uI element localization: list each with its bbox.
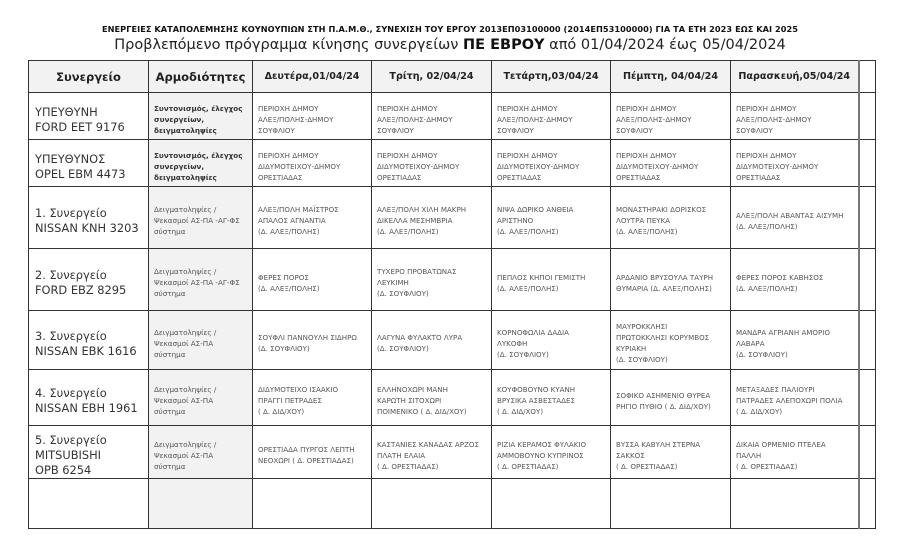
day-cell-friday <box>731 187 859 249</box>
day-cell-wednesday <box>492 187 611 249</box>
crew-cell <box>29 249 149 311</box>
day-cell-monday <box>253 249 372 311</box>
cell-line: Ψεκασμοί ΑΣ-ΠΑ -ΑΓ-ΦΣ <box>154 216 240 225</box>
cell-line: ΠΕΡΙΟΧΗ ΔΗΜΟΥ <box>736 103 797 113</box>
cell-line: ΑΛΕΞ/ΠΟΛΗ ΑΒΑΝΤΑΣ ΑΙΣΥΜΗ <box>736 210 844 220</box>
cell-line: ΚΑΡΩΤΗ ΣΙΤΟΧΩΡΙ <box>377 396 442 405</box>
day-cell-wednesday <box>492 249 611 311</box>
cell-line: ΤΥΧΕΡΟ ΠΡΟΒΑΤΩΝΑΣ <box>377 267 457 276</box>
day-cell-friday <box>731 93 859 140</box>
table-row <box>29 311 876 370</box>
day-cell-wednesday <box>492 370 611 426</box>
table-row <box>29 140 876 187</box>
schedule-table <box>28 60 876 529</box>
cell-line: ΠΕΡΙΟΧΗ ΔΗΜΟΥ <box>736 150 797 160</box>
cell-line: ΔΙΔΥΜΟΤΕΙΧΟΥ-ΔΗΜΟΥ <box>736 161 819 171</box>
day-cell-monday <box>253 426 372 479</box>
subtitle-date-range: από 01/04/2024 έως 05/04/2024 <box>544 37 786 53</box>
day-cell-thursday <box>611 140 731 187</box>
crew-cell <box>29 311 149 370</box>
cell-line: (Δ. ΑΛΕΞ/ΠΟΛΗΣ) <box>736 221 798 231</box>
empty-cell <box>859 93 876 140</box>
cell-line: (Δ. ΣΟΥΦΛΙΟΥ) <box>258 344 310 353</box>
day-cell-friday <box>731 426 859 479</box>
crew-cell <box>29 479 149 529</box>
day-cell-thursday <box>611 370 731 426</box>
cell-line: OPB 6254 <box>35 463 92 477</box>
cell-line: ΠΕΡΙΟΧΗ ΔΗΜΟΥ <box>616 103 677 113</box>
cell-line: ( Δ. ΔΙΔ/ΧΟΥ) <box>258 407 305 416</box>
cell-line: ΔΙΔΥΜΟΤΕΙΧΟΥ-ΔΗΜΟΥ <box>616 161 699 171</box>
day-cell-tuesday <box>372 140 492 187</box>
cell-line: MITSUBISHI <box>35 448 102 462</box>
day-cell-wednesday <box>492 479 611 529</box>
cell-line: (Δ. ΣΟΥΦΛΙΟΥ) <box>497 349 549 359</box>
cell-line: ΑΛΕΞ/ΠΟΛΗ ΜΑΪΣΤΡΟΣ <box>258 205 339 214</box>
cell-line: ΑΛΕΞ/ΠΟΛΗΣ-ΔΗΜΟΥ <box>258 114 334 124</box>
cell-line: ΣΟΥΦΛΙΟΥ <box>616 125 653 135</box>
cell-line: (Δ. ΣΟΥΦΛΙΟΥ) <box>377 344 429 353</box>
cell-line: Δειγματοληψίες / <box>154 267 217 276</box>
cell-line: Δειγματοληψίες / <box>154 439 217 449</box>
cell-line: ΝΕΟΧΩΡΙ ( Δ. ΟΡΕΣΤΙΑΔΑΣ) <box>258 456 354 465</box>
cell-line: ( Δ. ΔΙΔ/ΧΟΥ) <box>497 407 544 416</box>
day-cell-wednesday <box>492 140 611 187</box>
cell-line: ΘΥΜΑΡΙΑ (Δ. ΑΛΕΞ/ΠΟΛΗΣ) <box>616 283 712 293</box>
cell-line: ΣΟΥΦΛΙΟΥ <box>736 125 773 135</box>
cell-line: ΠΕΡΙΟΧΗ ΔΗΜΟΥ <box>258 150 319 160</box>
day-cell-thursday <box>611 479 731 529</box>
cell-line: ΑΜΜΟΒΟΥΝΟ ΚΥΠΡΙΝΟΣ <box>497 450 584 460</box>
day-cell-wednesday <box>492 311 611 370</box>
day-cell-tuesday <box>372 426 492 479</box>
cell-line: ΑΡΔΑΝΙΟ ΒΡΥΣΟΥΛΑ ΤΑΥΡΗ <box>616 272 714 282</box>
cell-line: ΔΙΔΥΜΟΤΕΙΧΟΥ-ΔΗΜΟΥ <box>497 161 580 171</box>
cell-line: Ψεκασμοί ΑΣ-ΠΑ <box>154 396 214 405</box>
cell-line: Συντονισμός, έλεγχος <box>154 103 243 113</box>
responsibilities-cell <box>149 426 253 479</box>
cell-line: ΔΙΚΑΙΑ ΟΡΜΕΝΙΟ ΠΤΕΛΕΑ <box>736 439 826 449</box>
cell-line: συνεργείων, <box>154 161 205 171</box>
cell-line: ΥΠΕΥΘΥΝΗ <box>35 104 98 119</box>
cell-line: ΚΟΡΝΟΦΩΛΙΑ ΔΑΔΙΑ <box>497 327 569 337</box>
column-header-empty <box>859 61 876 93</box>
cell-line: ΠΕΡΙΟΧΗ ΔΗΜΟΥ <box>497 103 558 113</box>
cell-line: ΠΛΑΤΗ ΕΛΑΙΑ <box>377 450 426 460</box>
cell-line: ΑΛΕΞ/ΠΟΛΗΣ-ΔΗΜΟΥ <box>377 114 453 124</box>
cell-line: ΚΟΥΦΟΒΟΥΝΟ ΚΥΑΝΗ <box>497 385 576 394</box>
cell-line: ΛΥΚΟΦΗ <box>497 338 528 348</box>
cell-line: ΠΟΙΜΕΝΙΚΟ ( Δ. ΔΙΔ/ΧΟΥ) <box>377 407 467 416</box>
subtitle-region: ΠΕ ΕΒΡΟΥ <box>463 37 545 53</box>
cell-line: ΣΟΦΙΚΟ ΑΣΗΜΕΝΙΟ ΘΥΡΕΑ <box>616 390 711 400</box>
cell-line: ΛΟΥΤΡΑ ΠΕΥΚΑ <box>616 216 671 225</box>
cell-line: ( Δ. ΔΙΔ/ΧΟΥ) <box>736 407 783 416</box>
cell-line: ΑΛΕΞ/ΠΟΛΗΣ-ΔΗΜΟΥ <box>616 114 692 124</box>
cell-line: ΟΡΕΣΤΙΑΔΑΣ <box>377 172 422 182</box>
table-row <box>29 249 876 311</box>
day-cell-tuesday <box>372 187 492 249</box>
responsibilities-cell <box>149 370 253 426</box>
cell-line: ΡΗΓΙΟ ΠΥΘΙΟ ( Δ. ΔΙΔ/ΧΟΥ) <box>616 401 711 411</box>
crew-cell <box>29 426 149 479</box>
table-row <box>29 426 876 479</box>
cell-line: 4. Συνεργείο <box>35 386 107 400</box>
day-cell-monday <box>253 93 372 140</box>
cell-line: OPEL EBM 4473 <box>35 166 126 181</box>
cell-line: NISSAN EBH 1961 <box>35 401 138 415</box>
table-row <box>29 93 876 140</box>
cell-line: ΣΟΥΦΛΙΟΥ <box>377 125 414 135</box>
day-cell-friday <box>731 140 859 187</box>
cell-line: Δειγματοληψίες / <box>154 205 217 214</box>
cell-line: ΑΡΙΣΤΗΝΟ <box>497 216 534 225</box>
cell-line: (Δ. ΣΟΥΦΛΙΟΥ) <box>377 289 429 298</box>
cell-line: Δειγματοληψίες / <box>154 385 217 394</box>
cell-line: ΠΕΡΙΟΧΗ ΔΗΜΟΥ <box>616 150 677 160</box>
column-header-responsibilities: Αρμοδιότητες <box>149 61 253 93</box>
cell-line: ΑΛΕΞ/ΠΟΛΗΣ-ΔΗΜΟΥ <box>497 114 573 124</box>
cell-line: ΜΑΝΔΡΑ ΑΓΡΙΑΝΗ ΑΜΟΡΙΟ <box>736 327 830 337</box>
day-cell-monday <box>253 187 372 249</box>
cell-line: ΜΑΥΡΟΚΚΛΗΣΙ <box>616 322 668 331</box>
cell-line: NISSAN EBK 1616 <box>35 343 137 358</box>
day-cell-thursday <box>611 426 731 479</box>
day-cell-tuesday <box>372 370 492 426</box>
cell-line: ΠΕΠΛΟΣ ΚΗΠΟΙ ΓΕΜΙΣΤΗ <box>497 272 586 282</box>
cell-line: ΣΟΥΦΛΙ ΠΑΝΝΟΥΛΗ ΣΙΔΗΡΩ <box>258 333 357 342</box>
document-title: ΕΝΕΡΓΕΙΕΣ ΚΑΤΑΠΟΛΕΜΗΣΗΣ ΚΟΥΝΟΥΠΙΩΝ ΣΤΗ Π.Α.Μ.Θ., ΣΥΝΕΧΙΣΗ ΤΟΥ ΕΡΓΟΥ 2013ΕΠ03100000 (2014ΕΠ53100000) ΓΙΑ ΤΑ ΕΤΗ 2023 ΕΩΣ ΚΑΙ 2025 <box>101 24 799 34</box>
empty-cell <box>859 249 876 311</box>
cell-line: ΠΑΤΡΑΔΕΣ ΑΛΕΠΟΧΩΡΙ ΠΟΛΙΑ <box>736 396 843 405</box>
cell-line: ΟΡΕΣΤΙΑΔΑΣ <box>616 172 661 182</box>
day-cell-friday <box>731 479 859 529</box>
day-cell-tuesday <box>372 249 492 311</box>
cell-line: σύστημα <box>154 349 186 359</box>
column-header-friday: Παρασκευή,05/04/24 <box>731 61 859 93</box>
cell-line: ΚΥΡΙΑΚΗ <box>616 344 647 353</box>
cell-line: ΠΕΡΙΟΧΗ ΔΗΜΟΥ <box>377 103 438 113</box>
cell-line: ΑΛΕΞ/ΠΟΛΗ ΧΙΛΗ ΜΑΚΡΗ <box>377 205 467 214</box>
cell-line: σύστημα <box>154 289 186 298</box>
table-row <box>29 370 876 426</box>
day-cell-tuesday <box>372 93 492 140</box>
cell-line: 3. Συνεργείο <box>35 328 107 343</box>
cell-line: ΟΡΕΣΤΙΑΔΑ ΠΥΡΓΟΣ ΛΕΠΤΗ <box>258 445 355 454</box>
cell-line: ΕΛΛΗΝΟΧΩΡΙ ΜΑΝΗ <box>377 385 448 394</box>
day-cell-monday <box>253 479 372 529</box>
table-row <box>29 187 876 249</box>
responsibilities-cell <box>149 311 253 370</box>
table-body <box>29 93 876 529</box>
cell-line: ΣΟΥΦΛΙΟΥ <box>497 125 534 135</box>
cell-line: ΛΕΥΚΙΜΗ <box>377 278 409 287</box>
cell-line: ΣΑΚΚΟΣ <box>616 450 645 460</box>
cell-line: ΥΠΕΥΘΥΝΟΣ <box>35 151 106 166</box>
cell-line: (Δ. ΣΟΥΦΛΙΟΥ) <box>616 355 668 364</box>
table-header-row <box>29 61 876 93</box>
subtitle-prefix: Προβλεπόμενο πρόγραμμα κίνησης συνεργείων <box>114 37 464 53</box>
cell-line: Ψεκασμοί ΑΣ-ΠΑ -ΑΓ-ΦΣ <box>154 278 240 287</box>
cell-line: ΠΑΛΛΗ <box>736 450 762 460</box>
day-cell-thursday <box>611 311 731 370</box>
cell-line: ΠΕΡΙΟΧΗ ΔΗΜΟΥ <box>258 103 319 113</box>
cell-line: ΑΛΕΞ/ΠΟΛΗΣ-ΔΗΜΟΥ <box>736 114 812 124</box>
crew-cell <box>29 140 149 187</box>
cell-line: (Δ. ΣΟΥΦΛΙΟΥ) <box>736 349 788 359</box>
cell-line: ΣΟΥΦΛΙΟΥ <box>258 125 295 135</box>
column-header-wednesday: Τετάρτη,03/04/24 <box>492 61 611 93</box>
cell-line: ΛΑΒΑΡΑ <box>736 338 765 348</box>
cell-line: ΠΡΩΤΟΚΚΛΗΣΙ ΚΟΡΥΜΒΟΣ <box>616 333 710 342</box>
responsibilities-cell <box>149 249 253 311</box>
cell-line: Συντονισμός, έλεγχος <box>154 150 243 160</box>
cell-line: συνεργείων, <box>154 114 205 124</box>
empty-cell <box>859 479 876 529</box>
document-subtitle <box>0 37 900 53</box>
cell-line: ΒΡΥΣΙΚΑ ΑΣΒΕΣΤΑΔΕΣ <box>497 396 575 405</box>
responsibilities-cell <box>149 93 253 140</box>
cell-line: ΟΡΕΣΤΙΑΔΑΣ <box>258 172 303 182</box>
cell-line: ΡΙΖΙΑ ΚΕΡΑΜΟΣ ΦΥΛΑΚΙΟ <box>497 439 587 449</box>
day-cell-tuesday <box>372 311 492 370</box>
cell-line: (Δ. ΑΛΕΞ/ΠΟΛΗΣ) <box>736 283 798 293</box>
day-cell-monday <box>253 140 372 187</box>
empty-cell <box>859 426 876 479</box>
day-cell-thursday <box>611 187 731 249</box>
cell-line: σύστημα <box>154 407 186 416</box>
cell-line: (Δ. ΑΛΕΞ/ΠΟΛΗΣ) <box>258 227 320 236</box>
cell-line: ( Δ. ΟΡΕΣΤΙΑΔΑΣ) <box>736 461 798 471</box>
crew-cell <box>29 93 149 140</box>
column-header-thursday: Πέμπτη, 04/04/24 <box>611 61 731 93</box>
cell-line: ΠΡΑΓΓΙ ΠΕΤΡΑΔΕΣ <box>258 396 322 405</box>
column-header-monday: Δευτέρα,01/04/24 <box>253 61 372 93</box>
cell-line: Ψεκασμοί ΑΣ-ΠΑ <box>154 338 214 348</box>
cell-line: ΠΕΡΙΟΧΗ ΔΗΜΟΥ <box>377 150 438 160</box>
cell-line: ΔΙΔΥΜΟΤΕΙΧΟ ΙΣΑΑΚΙΟ <box>258 385 339 394</box>
empty-cell <box>859 140 876 187</box>
cell-line: ΔΙΔΥΜΟΤΕΙΧΟΥ-ΔΗΜΟΥ <box>258 161 341 171</box>
cell-line: ΚΑΣΤΑΝΙΕΣ ΚΑΝΑΔΑΣ ΑΡΖΟΣ <box>377 439 479 449</box>
cell-line: (Δ. ΑΛΕΞ/ΠΟΛΗΣ) <box>497 227 559 236</box>
cell-line: FORD EET 9176 <box>35 119 125 134</box>
day-cell-friday <box>731 311 859 370</box>
cell-line: δειγματοληψίες <box>154 172 217 182</box>
cell-line: (Δ. ΑΛΕΞ/ΠΟΛΗΣ) <box>377 227 439 236</box>
cell-line: σύστημα <box>154 227 186 236</box>
cell-line: ΦΕΡΕΣ ΠΟΡΟΣ ΚΑΒΗΣΟΣ <box>736 272 824 282</box>
cell-line: ΜΕΤΑΞΑΔΕΣ ΠΑΛΙΟΥΡΙ <box>736 385 815 394</box>
cell-line: NISSAN KNH 3203 <box>35 221 139 235</box>
cell-line: ( Δ. ΟΡΕΣΤΙΑΔΑΣ) <box>497 461 559 471</box>
day-cell-tuesday <box>372 479 492 529</box>
cell-line: ΒΥΣΣΑ ΚΑΒΥΛΗ ΣΤΕΡΝΑ <box>616 439 701 449</box>
cell-line: ΔΙΔΥΜΟΤΕΙΧΟΥ-ΔΗΜΟΥ <box>377 161 460 171</box>
cell-line: ΑΠΑΛΟΣ ΑΓΝΑΝΤΙΑ <box>258 216 326 225</box>
crew-cell <box>29 370 149 426</box>
empty-cell <box>859 187 876 249</box>
cell-line: ΟΡΕΣΤΙΑΔΑΣ <box>736 172 781 182</box>
cell-line: ΟΡΕΣΤΙΑΔΑΣ <box>497 172 542 182</box>
cell-line: ( Δ. ΟΡΕΣΤΙΑΔΑΣ) <box>616 461 678 471</box>
cell-line: (Δ. ΑΛΕΞ/ΠΟΛΗΣ) <box>258 283 320 293</box>
column-header-tuesday: Τρίτη, 02/04/24 <box>372 61 492 93</box>
cell-line: Ψεκασμοί ΑΣ-ΠΑ <box>154 450 214 460</box>
empty-cell <box>859 370 876 426</box>
day-cell-friday <box>731 249 859 311</box>
cell-line: Δειγματοληψίες / <box>154 327 217 337</box>
cell-line: ΝΙΨΑ ΔΩΡΙΚΟ ΑΝΘΕΙΑ <box>497 205 574 214</box>
crew-cell <box>29 187 149 249</box>
cell-line: δειγματοληψίες <box>154 125 217 135</box>
day-cell-monday <box>253 370 372 426</box>
day-cell-friday <box>731 370 859 426</box>
cell-line: 5. Συνεργείο <box>35 433 107 447</box>
cell-line: ΦΕΡΕΣ ΠΟΡΟΣ <box>258 272 309 282</box>
cell-line: ΜΟΝΑΣΤΗΡΑΚΙ ΔΟΡΙΣΚΟΣ <box>616 205 707 214</box>
day-cell-wednesday <box>492 93 611 140</box>
responsibilities-cell <box>149 187 253 249</box>
cell-line: (Δ. ΑΛΕΞ/ΠΟΛΗΣ) <box>497 283 559 293</box>
responsibilities-cell <box>149 479 253 529</box>
cell-line: 2. Συνεργείο <box>35 268 107 282</box>
day-cell-thursday <box>611 93 731 140</box>
table-row <box>29 479 876 529</box>
cell-line: 1. Συνεργείο <box>35 206 107 220</box>
cell-line: (Δ. ΑΛΕΞ/ΠΟΛΗΣ) <box>616 227 678 236</box>
cell-line: σύστημα <box>154 461 186 471</box>
cell-line: ( Δ. ΟΡΕΣΤΙΑΔΑΣ) <box>377 461 439 471</box>
responsibilities-cell <box>149 140 253 187</box>
cell-line: FORD EBZ 8295 <box>35 283 127 297</box>
empty-cell <box>859 311 876 370</box>
day-cell-wednesday <box>492 426 611 479</box>
cell-line: ΔΙΚΕΛΛΑ ΜΕΣΗΜΒΡΙΑ <box>377 216 453 225</box>
cell-line: ΛΑΓΥΝΑ ΦΥΛΑΚΤΟ ΛΥΡΑ <box>377 333 463 342</box>
cell-line: ΠΕΡΙΟΧΗ ΔΗΜΟΥ <box>497 150 558 160</box>
day-cell-monday <box>253 311 372 370</box>
day-cell-thursday <box>611 249 731 311</box>
column-header-crew: Συνεργείο <box>29 61 149 93</box>
